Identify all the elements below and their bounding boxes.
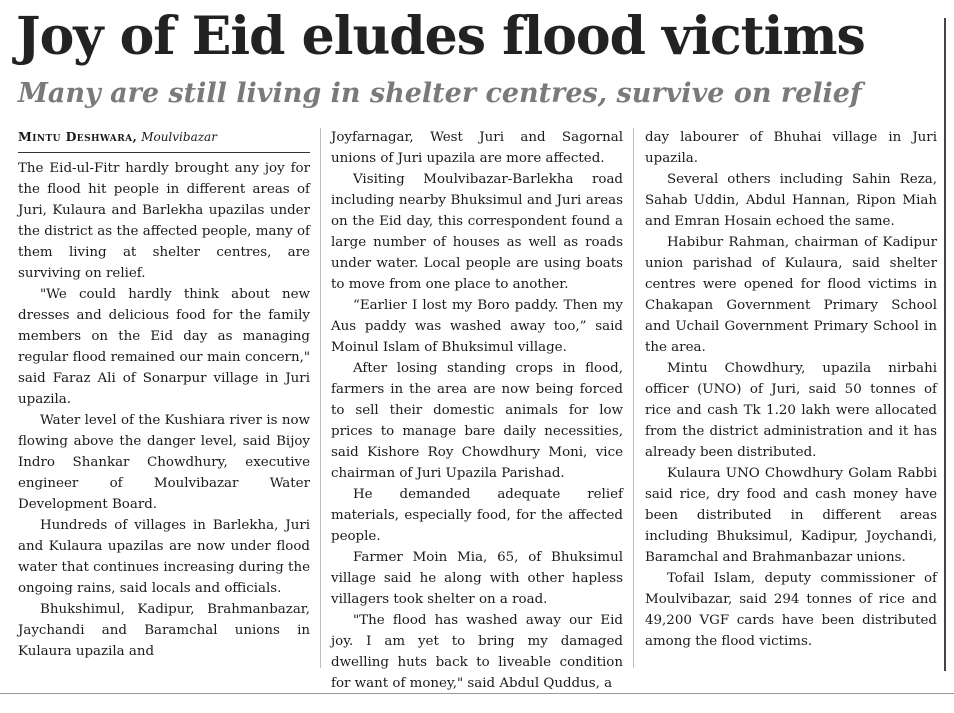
column-separator: [320, 128, 321, 668]
paragraph: Water level of the Kushiara river is now flowing above the danger level, said Bijoy Indro Shankar Chowdhury, executive engineer of Moulvibazar Water Development Board.: [18, 413, 310, 512]
paragraph: Habibur Rahman, chairman of Kadipur union parishad of Kulaura, said shelter centres were opened for flood victims in Chakapan Government Primary School and Uchail Government Primary School in the area.: [645, 235, 937, 355]
paragraph: day labourer of Bhuhai village in Juri upazila.: [645, 130, 937, 166]
paragraph: Mintu Chowdhury, upazila nirbahi officer (UNO) of Juri, said 50 tonnes of rice and cash Tk 1.20 lakh were allocated from the district administration and it has already been distributed.: [645, 361, 937, 460]
paragraph: "The flood has washed away our Eid joy. I am yet to bring my damaged dwelling huts back to liveable condition for want of money," said Abdul Quddus, a: [331, 613, 623, 691]
paragraph: Several others including Sahin Reza, Sahab Uddin, Abdul Hannan, Ripon Miah and Emran Hosain echoed the same.: [645, 172, 937, 229]
paragraph: The Eid-ul-Fitr hardly brought any joy for the flood hit people in different areas of Juri, Kulaura and Barlekha upazilas under the district as the affected people, many of them living at shelter centres, are surviving on relief.: [18, 161, 310, 281]
paragraph: Visiting Moulvibazar-Barlekha road including nearby Bhuksimul and Juri areas on the Eid day, this correspondent found a large number of houses as well as roads under water. Local people are using boats to move from one place to another.: [331, 172, 623, 292]
subheadline: Many are still living in shelter centres, survive on relief: [18, 78, 862, 109]
paragraph: Farmer Moin Mia, 65, of Bhuksimul village said he along with other hapless villagers took shelter on a road.: [331, 550, 623, 607]
article-column-3: [645, 127, 937, 652]
paragraph: Joyfarnagar, West Juri and Sagornal unions of Juri upazila are more affected.: [331, 130, 623, 166]
byline: [18, 126, 310, 153]
paragraph: Tofail Islam, deputy commissioner of Moulvibazar, said 294 tonnes of rice and 49,200 VGF cards have been distributed among the flood victims.: [645, 571, 937, 649]
right-border-rule: [944, 18, 946, 671]
paragraph: Bhukshimul, Kadipur, Brahmanbazar, Jaychandi and Baramchal unions in Kulaura upazila and: [18, 602, 310, 659]
paragraph: "We could hardly think about new dresses and delicious food for the family members on the Eid day as managing regular flood remained our main concern," said Faraz Ali of Sonarpur village in Juri upazila.: [18, 287, 310, 407]
headline: Joy of Eid eludes flood victims: [16, 6, 865, 67]
paragraph: After losing standing crops in flood, farmers in the area are now being forced to sell their domestic animals for low prices to manage bare daily necessities, said Kishore Roy Chowdhury Moni, vice chairman of Juri Upazila Parishad.: [331, 361, 623, 481]
bottom-border-rule: [0, 693, 954, 694]
article-column-2: [331, 127, 623, 694]
byline-location: Moulvibazar: [141, 130, 217, 144]
article-column-1: [18, 126, 310, 662]
byline-author: Mintu Deshwara,: [18, 129, 138, 144]
paragraph: “Earlier I lost my Boro paddy. Then my Aus paddy was washed away too,” said Moinul Islam of Bhuksimul village.: [331, 298, 623, 355]
paragraph: Kulaura UNO Chowdhury Golam Rabbi said rice, dry food and cash money have been distributed in different areas including Bhuksimul, Kadipur, Joychandi, Baramchal and Brahmanbazar unions.: [645, 466, 937, 565]
column-separator: [633, 128, 634, 668]
paragraph: He demanded adequate relief materials, especially food, for the affected people.: [331, 487, 623, 544]
paragraph: Hundreds of villages in Barlekha, Juri and Kulaura upazilas are now under flood water that continues increasing during the ongoing rains, said locals and officials.: [18, 518, 310, 596]
